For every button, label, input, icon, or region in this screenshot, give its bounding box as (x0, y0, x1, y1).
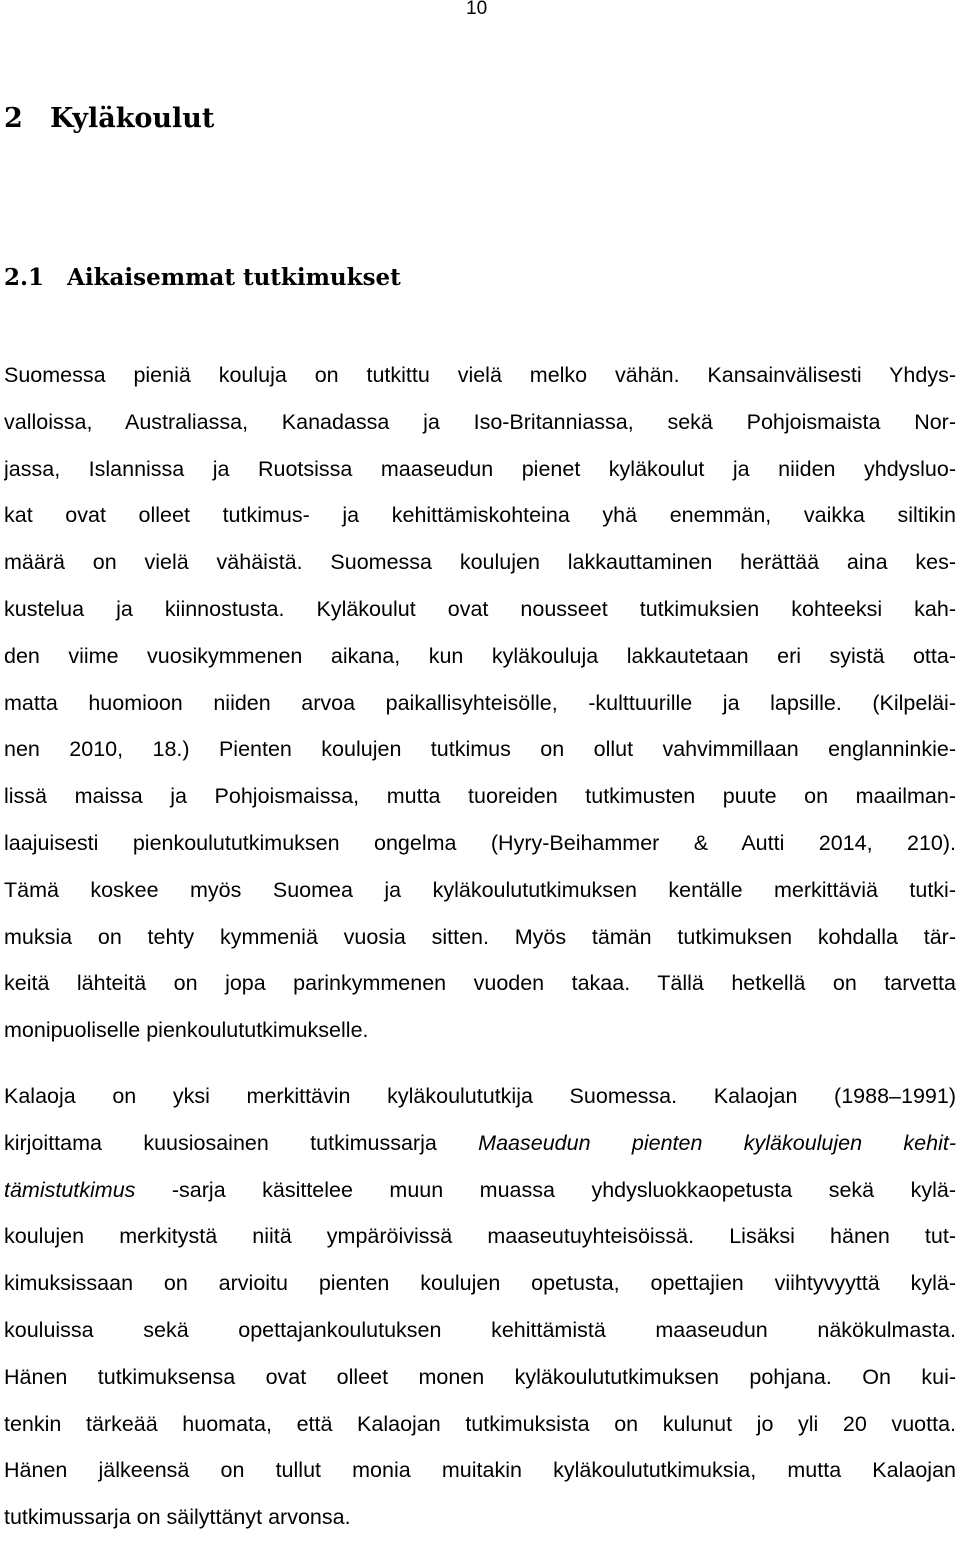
text-line: den viime vuosikymmenen aikana, kun kyläkouluja lakkautetaan eri syistä otta- (4, 643, 956, 668)
text-line: keitä lähteitä on jopa parinkymmenen vuoden takaa. Tällä hetkellä on tarvetta (4, 971, 956, 996)
text-line: kimuksissaan on arvioitu pienten koulujen opetusta, opettajien viihtyvyyttä kylä- (4, 1271, 956, 1296)
book-title-italic: Maaseudun pienten kyläkoulujen kehit- (478, 1130, 956, 1155)
chapter-number: 2 (4, 103, 23, 134)
text-line: Hänen tutkimuksensa ovat olleet monen kyläkoulututkimuksen pohjana. On kui- (4, 1364, 956, 1389)
text-run: -sarja käsittelee muun muassa yhdysluokkaopetusta sekä kylä- (135, 1177, 956, 1202)
text-line: muksia on tehty kymmeniä vuosia sitten. Myös tämän tutkimuksen kohdalla tär- (4, 924, 956, 949)
text-line: valloissa, Australiassa, Kanadassa ja Iso-Britanniassa, sekä Pohjoismaista Nor- (4, 409, 956, 434)
text-line: monipuoliselle pienkoulututkimukselle. (4, 1018, 369, 1043)
section-heading (4, 264, 401, 291)
text-line (4, 1120, 956, 1167)
chapter-title: Kyläkoulut (50, 103, 215, 134)
text-line: Kalaoja on yksi merkittävin kyläkoulututkija Suomessa. Kalaojan (1988–1991) (4, 1084, 956, 1108)
chapter-heading (4, 103, 214, 134)
section-title: Aikaisemmat tutkimukset (67, 264, 401, 291)
text-line: matta huomioon niiden arvoa paikallisyhteisölle, -kulttuurille ja lapsille. (Kilpeläi- (4, 690, 956, 715)
text-line (4, 1167, 956, 1214)
text-line: nen 2010, 18.) Pienten koulujen tutkimus on ollut vahvimmillaan englanninkie- (4, 737, 956, 762)
text-line: kouluissa sekä opettajankoulutuksen kehittämistä maaseudun näkökulmasta. (4, 1317, 956, 1342)
paragraph-kalaoja (4, 1073, 956, 1541)
book-title-italic: tämistutkimus (4, 1177, 136, 1202)
text-line: Tämä koskee myös Suomea ja kyläkoulututkimuksen kentälle merkittäviä tutki- (4, 877, 956, 902)
section-number: 2.1 (4, 264, 45, 291)
text-line: määrä on vielä vähäistä. Suomessa koulujen lakkauttaminen herättää aina kes- (4, 550, 956, 575)
paragraph-research-overview (4, 352, 956, 1054)
text-line: kustelua ja kiinnostusta. Kyläkoulut ovat nousseet tutkimuksien kohteeksi kah- (4, 596, 956, 621)
text-line: koulujen merkitystä niitä ympäröivissä maaseutuyhteisöissä. Lisäksi hänen tut- (4, 1224, 956, 1249)
text-run: kirjoittama kuusiosainen tutkimussarja (4, 1130, 479, 1155)
text-line: lissä maissa ja Pohjoismaissa, mutta tuoreiden tutkimusten puute on maailman- (4, 784, 956, 809)
text-line: jassa, Islannissa ja Ruotsissa maaseudun pienet kyläkoulut ja niiden yhdysluo- (4, 456, 956, 481)
text-line: kat ovat olleet tutkimus- ja kehittämiskohteina yhä enemmän, vaikka siltikin (4, 503, 956, 528)
text-line: Hänen jälkeensä on tullut monia muitakin kyläkoulututkimuksia, mutta Kalaojan (4, 1458, 956, 1483)
page-number: 10 (466, 0, 488, 19)
text-line: tenkin tärkeää huomata, että Kalaojan tutkimuksista on kulunut jo yli 20 vuotta. (4, 1411, 956, 1436)
text-line: tutkimussarja on säilyttänyt arvonsa. (4, 1505, 351, 1530)
text-line: Suomessa pieniä kouluja on tutkittu vielä melko vähän. Kansainvälisesti Yhdys- (4, 363, 956, 387)
text-line: laajuisesti pienkoulututkimuksen ongelma (Hyry-Beihammer & Autti 2014, 210). (4, 830, 956, 855)
